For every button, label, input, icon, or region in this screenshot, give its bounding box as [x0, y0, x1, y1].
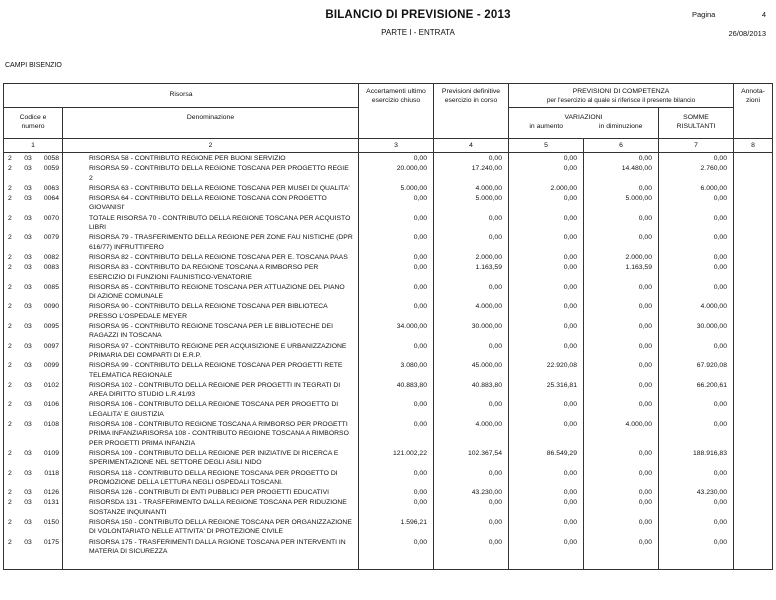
- cell-denominazione: RISORSDA 131 - TRASFERIMENTO DALLA REGIONE TOSCANA PER RIDUZIONE SOSTANZE INQUINANTI: [63, 497, 359, 517]
- cell-annotazioni: [734, 153, 772, 163]
- codice-risorsa: 0106: [43, 401, 59, 409]
- codice-categoria: 03: [24, 362, 32, 370]
- cell-annotazioni: [734, 341, 772, 361]
- cell-variazioni-diminuzione: 0,00: [584, 468, 659, 488]
- cell-previsioni: 102.367,54: [434, 448, 509, 468]
- document-date: 26/08/2013: [728, 29, 766, 38]
- codice-titolo: 2: [8, 283, 12, 291]
- cell-annotazioni: [734, 321, 772, 341]
- cell-codice: [4, 252, 63, 262]
- codice-titolo: 2: [8, 155, 12, 162]
- codice-categoria: 03: [24, 283, 32, 291]
- cell-codice: [4, 517, 63, 537]
- cell-codice: [4, 262, 63, 282]
- cell-codice: [4, 468, 63, 488]
- cell-variazioni-aumento: 0,00: [509, 163, 584, 183]
- cell-denominazione: RISORSA 150 - CONTRIBUTO DELLA REGIONE TOSCANA PER ORGANIZZAZIONE DI VOLONTARIATO NELLE ATTIVITA' DI PROTEZIONE CIVILE: [63, 517, 359, 537]
- header-in-aumento: in aumento: [529, 123, 564, 130]
- cell-accertamenti: 0,00: [359, 252, 434, 262]
- table-filler-cell: [659, 556, 734, 569]
- cell-accertamenti: 0,00: [359, 419, 434, 448]
- page-title: BILANCIO DI PREVISIONE - 2013: [325, 9, 511, 21]
- codice-risorsa: 0097: [43, 342, 59, 350]
- cell-variazioni-aumento: 0,00: [509, 419, 584, 448]
- cell-variazioni-aumento: 0,00: [509, 537, 584, 557]
- cell-variazioni-aumento: 0,00: [509, 262, 584, 282]
- cell-annotazioni: [734, 301, 772, 321]
- cell-previsioni: 17.240,00: [434, 163, 509, 183]
- column-number: 7: [659, 138, 734, 153]
- cell-accertamenti: 1.596,21: [359, 517, 434, 537]
- cell-denominazione: RISORSA 59 - CONTRIBUTO DELLA REGIONE TOSCANA PER PROGETTO REGIE 2: [63, 163, 359, 183]
- codice-risorsa: 0079: [43, 234, 59, 242]
- codice-titolo: 2: [8, 165, 12, 173]
- codice-risorsa: 0109: [43, 449, 59, 457]
- cell-somme-risultanti: 67.920,08: [659, 360, 734, 380]
- cell-denominazione: RISORSA 83 - CONTRIBUTO DA REGIONE TOSCANA A RIMBORSO PER ESERCIZIO DI FUNZIONI FAUNISTICO-VENATORIE: [63, 262, 359, 282]
- codice-risorsa: 0131: [43, 499, 59, 507]
- cell-somme-risultanti: 43.230,00: [659, 487, 734, 497]
- codice-titolo: 2: [8, 253, 12, 261]
- codice-titolo: 2: [8, 234, 12, 242]
- cell-variazioni-diminuzione: 0,00: [584, 183, 659, 193]
- cell-previsioni: 30.000,00: [434, 321, 509, 341]
- cell-somme-risultanti: 0,00: [659, 232, 734, 252]
- cell-accertamenti: 0,00: [359, 487, 434, 497]
- codice-categoria: 03: [24, 155, 32, 162]
- cell-variazioni-diminuzione: 4.000,00: [584, 419, 659, 448]
- cell-previsioni: 0,00: [434, 399, 509, 419]
- codice-titolo: 2: [8, 421, 12, 429]
- cell-variazioni-diminuzione: 0,00: [584, 517, 659, 537]
- cell-variazioni-diminuzione: 0,00: [584, 448, 659, 468]
- codice-risorsa: 0083: [43, 264, 59, 272]
- header-annotazioni: Annota- zioni: [741, 88, 765, 104]
- codice-risorsa: 0063: [43, 184, 59, 192]
- cell-previsioni: 0,00: [434, 153, 509, 163]
- cell-annotazioni: [734, 360, 772, 380]
- codice-titolo: 2: [8, 342, 12, 350]
- column-number: 5: [509, 138, 584, 153]
- cell-variazioni-aumento: 0,00: [509, 399, 584, 419]
- cell-somme-risultanti: 0,00: [659, 399, 734, 419]
- cell-codice: [4, 399, 63, 419]
- codice-risorsa: 0064: [43, 195, 59, 203]
- codice-risorsa: 0070: [43, 214, 59, 222]
- header-in-diminuzione: in diminuzione: [599, 123, 643, 130]
- cell-previsioni: 5.000,00: [434, 193, 509, 213]
- cell-variazioni-diminuzione: 14.480,00: [584, 163, 659, 183]
- codice-risorsa: 0118: [44, 469, 59, 477]
- header-codice-numero: Codice e numero: [4, 108, 63, 138]
- codice-categoria: 03: [24, 469, 32, 477]
- cell-variazioni-aumento: 0,00: [509, 321, 584, 341]
- cell-codice: [4, 232, 63, 252]
- cell-variazioni-diminuzione: 0,00: [584, 399, 659, 419]
- header-denominazione: Denominazione: [63, 108, 359, 138]
- codice-risorsa: 0175: [43, 538, 59, 546]
- cell-variazioni-aumento: 0,00: [509, 517, 584, 537]
- cell-previsioni: 1.163,59: [434, 262, 509, 282]
- codice-categoria: 03: [24, 303, 32, 311]
- codice-risorsa: 0099: [43, 362, 59, 370]
- cell-accertamenti: 0,00: [359, 497, 434, 517]
- cell-previsioni: 4.000,00: [434, 183, 509, 193]
- cell-annotazioni: [734, 448, 772, 468]
- codice-categoria: 03: [24, 381, 32, 389]
- codice-titolo: 2: [8, 323, 12, 331]
- cell-variazioni-aumento: 0,00: [509, 301, 584, 321]
- cell-codice: [4, 448, 63, 468]
- table-filler-cell: [584, 556, 659, 569]
- cell-denominazione: RISORSA 126 - CONTRIBUTI DI ENTI PUBBLICI PER PROGETTI EDUCATIVI: [63, 487, 359, 497]
- cell-variazioni-diminuzione: 5.000,00: [584, 193, 659, 213]
- column-number: 6: [584, 138, 659, 153]
- cell-annotazioni: [734, 232, 772, 252]
- cell-accertamenti: 0,00: [359, 282, 434, 302]
- cell-codice: [4, 153, 63, 163]
- cell-denominazione: RISORSA 118 - CONTRIBUTO DELLA REGIONE TOSCANA PER PROGETTO DI PROMOZIONE DELLA LETTURA NEGLI OSPEDALI TOSCANI.: [63, 468, 359, 488]
- codice-categoria: 03: [24, 499, 32, 507]
- cell-denominazione: RISORSA 97 - CONTRIBUTO REGIONE PER ACQUISIZIONE E URBANIZZAZIONE PRIMARIA DEI COMPARTI DI E.R.P.: [63, 341, 359, 361]
- cell-denominazione: RISORSA 82 - CONTRIBUTO DELLA REGIONE TOSCANA PER E. TOSCANA PAAS: [63, 252, 359, 262]
- codice-categoria: 03: [24, 195, 32, 203]
- codice-categoria: 03: [24, 401, 32, 409]
- header-competenza-line1: PREVISIONI DI COMPETENZA: [572, 88, 670, 95]
- cell-accertamenti: 20.000,00: [359, 163, 434, 183]
- cell-variazioni-diminuzione: 2.000,00: [584, 252, 659, 262]
- codice-titolo: 2: [8, 518, 12, 526]
- cell-somme-risultanti: 0,00: [659, 282, 734, 302]
- cell-annotazioni: [734, 193, 772, 213]
- cell-variazioni-aumento: 0,00: [509, 487, 584, 497]
- cell-variazioni-aumento: 2.000,00: [509, 183, 584, 193]
- cell-denominazione: RISORSA 106 - CONTRIBUTO DELLA REGIONE TOSCANA PER PROGETTO DI LEGALITA' E GIUSTIZIA: [63, 399, 359, 419]
- cell-denominazione: RISORSA 175 - TRASFERIMENTI DALLA RGIONE TOSCANA PER INTERVENTI IN MATERIA DI SICUREZZA: [63, 537, 359, 557]
- cell-accertamenti: 0,00: [359, 262, 434, 282]
- cell-variazioni-diminuzione: 0,00: [584, 360, 659, 380]
- codice-titolo: 2: [8, 381, 12, 389]
- cell-somme-risultanti: 0,00: [659, 193, 734, 213]
- codice-titolo: 2: [8, 264, 12, 272]
- cell-codice: [4, 213, 63, 233]
- table-filler-cell: [4, 556, 63, 569]
- column-number: 1: [4, 138, 63, 153]
- cell-somme-risultanti: 2.760,00: [659, 163, 734, 183]
- cell-accertamenti: 0,00: [359, 468, 434, 488]
- cell-variazioni-diminuzione: 0,00: [584, 380, 659, 400]
- cell-annotazioni: [734, 497, 772, 517]
- codice-categoria: 03: [24, 234, 32, 242]
- cell-variazioni-aumento: 0,00: [509, 193, 584, 213]
- cell-somme-risultanti: 0,00: [659, 517, 734, 537]
- cell-annotazioni: [734, 487, 772, 497]
- cell-variazioni-aumento: 0,00: [509, 213, 584, 233]
- cell-previsioni: 0,00: [434, 468, 509, 488]
- header-variazioni-label: VARIAZIONI: [564, 114, 603, 122]
- cell-previsioni: 4.000,00: [434, 301, 509, 321]
- cell-variazioni-aumento: 25.316,81: [509, 380, 584, 400]
- cell-denominazione: RISORSA 108 - CONTRIBUTO REGIONE TOSCANA A RIMBORSO PER PROGETTI PRIMA INFANZIARISORSA 108 - CONTRIBUTO REGIONE TOSCANA A RIMBORSO PER PROGETTI PRIMA INFANZIA: [63, 419, 359, 448]
- cell-codice: [4, 487, 63, 497]
- cell-variazioni-diminuzione: 1.163,59: [584, 262, 659, 282]
- cell-somme-risultanti: 188.916,83: [659, 448, 734, 468]
- header-accertamenti: Accertamenti ultimo esercizio chiuso: [359, 84, 434, 138]
- codice-categoria: 03: [24, 342, 32, 350]
- codice-risorsa: 0126: [43, 489, 59, 497]
- cell-annotazioni: [734, 380, 772, 400]
- cell-annotazioni: [734, 252, 772, 262]
- cell-variazioni-diminuzione: 0,00: [584, 282, 659, 302]
- codice-titolo: 2: [8, 184, 12, 192]
- table-filler-cell: [434, 556, 509, 569]
- codice-titolo: 2: [8, 362, 12, 370]
- codice-risorsa: 0090: [43, 303, 59, 311]
- codice-risorsa: 0150: [43, 518, 59, 526]
- codice-risorsa: 0059: [43, 165, 59, 173]
- cell-variazioni-aumento: 0,00: [509, 153, 584, 163]
- cell-codice: [4, 419, 63, 448]
- header-variazioni: [509, 108, 659, 138]
- cell-somme-risultanti: 0,00: [659, 213, 734, 233]
- cell-denominazione: RISORSA 79 - TRASFERIMENTO DELLA REGIONE PER ZONE FAU NISTICHE (DPR 616/77) INFRUTTIFERO: [63, 232, 359, 252]
- cell-codice: [4, 341, 63, 361]
- cell-somme-risultanti: 0,00: [659, 341, 734, 361]
- cell-variazioni-diminuzione: 0,00: [584, 487, 659, 497]
- table-filler-cell: [509, 556, 584, 569]
- page-number: 4: [761, 10, 766, 19]
- cell-denominazione: RISORSA 99 - CONTRIBUTO DELLA REGIONE TOSCANA PER PROGETTI RETE TELEMATICA REGIONALE: [63, 360, 359, 380]
- cell-variazioni-diminuzione: 0,00: [584, 537, 659, 557]
- column-number: 4: [434, 138, 509, 153]
- cell-previsioni: 0,00: [434, 232, 509, 252]
- codice-risorsa: 0102: [43, 381, 59, 389]
- cell-somme-risultanti: 66.200,61: [659, 380, 734, 400]
- codice-categoria: 03: [24, 323, 32, 331]
- cell-variazioni-aumento: 0,00: [509, 497, 584, 517]
- header-competenza-line2: per l'esercizio al quale si riferisce il presente bilancio: [546, 96, 696, 104]
- codice-risorsa: 0108: [43, 421, 59, 429]
- cell-variazioni-diminuzione: 0,00: [584, 301, 659, 321]
- cell-codice: [4, 282, 63, 302]
- cell-denominazione: RISORSA 95 - CONTRIBUTO REGIONE TOSCANA PER LE BIBLIOTECHE DEI RAGAZZI IN TOSCANA: [63, 321, 359, 341]
- entity-name: CAMPI BISENZIO: [5, 62, 62, 69]
- cell-variazioni-diminuzione: 0,00: [584, 497, 659, 517]
- cell-somme-risultanti: 0,00: [659, 252, 734, 262]
- codice-categoria: 03: [24, 489, 32, 497]
- cell-accertamenti: 0,00: [359, 213, 434, 233]
- cell-variazioni-aumento: 0,00: [509, 468, 584, 488]
- cell-variazioni-diminuzione: 0,00: [584, 341, 659, 361]
- header-previsioni: Previsioni definitive esercizio in corso: [434, 84, 509, 138]
- codice-titolo: 2: [8, 489, 12, 497]
- cell-somme-risultanti: 4.000,00: [659, 301, 734, 321]
- cell-annotazioni: [734, 419, 772, 448]
- codice-titolo: 2: [8, 449, 12, 457]
- cell-variazioni-diminuzione: 0,00: [584, 153, 659, 163]
- cell-annotazioni: [734, 262, 772, 282]
- cell-previsioni: 0,00: [434, 517, 509, 537]
- cell-accertamenti: 34.000,00: [359, 321, 434, 341]
- table-filler-cell: [359, 556, 434, 569]
- codice-risorsa: 0085: [43, 283, 59, 291]
- cell-variazioni-diminuzione: 0,00: [584, 232, 659, 252]
- codice-categoria: 03: [24, 214, 32, 222]
- cell-accertamenti: 5.000,00: [359, 183, 434, 193]
- codice-titolo: 2: [8, 499, 12, 507]
- cell-denominazione: RISORSA 85 - CONTRIBUTO REGIONE TOSCANA PER ATTUAZIONE DEL PIANO DI AZIONE COMUNALE: [63, 282, 359, 302]
- codice-risorsa: 0058: [43, 155, 59, 162]
- header-somme-risultanti: SOMME RISULTANTI: [659, 108, 734, 138]
- cell-accertamenti: 0,00: [359, 399, 434, 419]
- cell-denominazione: RISORSA 102 - CONTRIBUTO DELLA REGIONE PER PROGETTI IN TEGRATI DI AREA DIRITTO STUDIO L.R.41/93: [63, 380, 359, 400]
- cell-denominazione: RISORSA 63 - CONTRIBUTO DELLA REGIONE TOSCANA PER MUSEI DI QUALITA': [63, 183, 359, 193]
- cell-variazioni-aumento: 22.920,08: [509, 360, 584, 380]
- cell-variazioni-aumento: 0,00: [509, 252, 584, 262]
- codice-titolo: 2: [8, 214, 12, 222]
- cell-codice: [4, 380, 63, 400]
- cell-variazioni-aumento: 0,00: [509, 282, 584, 302]
- cell-variazioni-aumento: 86.549,29: [509, 448, 584, 468]
- cell-codice: [4, 360, 63, 380]
- page-subtitle: PARTE I - ENTRATA: [381, 28, 455, 37]
- codice-categoria: 03: [24, 264, 32, 272]
- cell-codice: [4, 301, 63, 321]
- cell-somme-risultanti: 0,00: [659, 419, 734, 448]
- cell-accertamenti: 0,00: [359, 301, 434, 321]
- cell-variazioni-aumento: 0,00: [509, 232, 584, 252]
- cell-accertamenti: 40.883,80: [359, 380, 434, 400]
- cell-somme-risultanti: 0,00: [659, 153, 734, 163]
- codice-categoria: 03: [24, 184, 32, 192]
- cell-denominazione: TOTALE RISORSA 70 - CONTRIBUTO DELLA REGIONE TOSCANA PER ACQUISTO LIBRI: [63, 213, 359, 233]
- codice-titolo: 2: [8, 303, 12, 311]
- cell-variazioni-diminuzione: 0,00: [584, 321, 659, 341]
- cell-somme-risultanti: 30.000,00: [659, 321, 734, 341]
- cell-previsioni: 45.000,00: [434, 360, 509, 380]
- table-filler-cell: [63, 556, 359, 569]
- cell-somme-risultanti: 0,00: [659, 497, 734, 517]
- cell-previsioni: 0,00: [434, 341, 509, 361]
- codice-risorsa: 0082: [43, 253, 59, 261]
- cell-codice: [4, 163, 63, 183]
- cell-somme-risultanti: 0,00: [659, 537, 734, 557]
- codice-categoria: 03: [24, 253, 32, 261]
- codice-titolo: 2: [8, 401, 12, 409]
- cell-accertamenti: 0,00: [359, 153, 434, 163]
- cell-annotazioni: [734, 163, 772, 183]
- cell-previsioni: 43.230,00: [434, 487, 509, 497]
- codice-titolo: 2: [8, 538, 12, 546]
- cell-previsioni: 0,00: [434, 282, 509, 302]
- cell-previsioni: 0,00: [434, 497, 509, 517]
- header-previsioni-competenza: [509, 84, 734, 108]
- cell-previsioni: 4.000,00: [434, 419, 509, 448]
- cell-annotazioni: [734, 282, 772, 302]
- cell-somme-risultanti: 0,00: [659, 468, 734, 488]
- cell-annotazioni: [734, 399, 772, 419]
- codice-titolo: 2: [8, 195, 12, 203]
- cell-variazioni-aumento: 0,00: [509, 341, 584, 361]
- cell-somme-risultanti: 0,00: [659, 262, 734, 282]
- cell-codice: [4, 537, 63, 557]
- cell-denominazione: RISORSA 58 - CONTRIBUTO REGIONE PER BUONI SERVIZIO: [63, 153, 359, 163]
- cell-denominazione: RISORSA 90 - CONTRIBUTO DELLA REGIONE TOSCANA PER BIBLIOTECA PRESSO L'OSPEDALE MEYER: [63, 301, 359, 321]
- column-number: 3: [359, 138, 434, 153]
- cell-annotazioni: [734, 213, 772, 233]
- header-risorsa: Risorsa: [4, 84, 359, 108]
- cell-previsioni: 40.883,80: [434, 380, 509, 400]
- cell-annotazioni: [734, 537, 772, 557]
- cell-accertamenti: 0,00: [359, 341, 434, 361]
- codice-categoria: 03: [24, 518, 32, 526]
- cell-denominazione: RISORSA 64 - CONTRIBUTO DELLA REGIONE TOSCANA CON PROGETTO GIOVANISI': [63, 193, 359, 213]
- cell-accertamenti: 3.080,00: [359, 360, 434, 380]
- cell-codice: [4, 183, 63, 193]
- cell-previsioni: 0,00: [434, 537, 509, 557]
- codice-categoria: 03: [24, 449, 32, 457]
- cell-somme-risultanti: 6.000,00: [659, 183, 734, 193]
- codice-titolo: 2: [8, 469, 12, 477]
- cell-annotazioni: [734, 517, 772, 537]
- cell-denominazione: RISORSA 109 - CONTRIBUTO DELLA REGIONE PER INIZIATIVE DI RICERCA E SPERIMENTAZIONE NEL SETTORE DEGLI ASILI NIDO: [63, 448, 359, 468]
- cell-previsioni: 0,00: [434, 213, 509, 233]
- cell-annotazioni: [734, 183, 772, 193]
- cell-codice: [4, 321, 63, 341]
- codice-risorsa: 0095: [43, 323, 59, 331]
- codice-categoria: 03: [24, 538, 32, 546]
- cell-accertamenti: 0,00: [359, 232, 434, 252]
- codice-categoria: 03: [24, 165, 32, 173]
- cell-accertamenti: 121.002,22: [359, 448, 434, 468]
- cell-variazioni-diminuzione: 0,00: [584, 213, 659, 233]
- table-filler-cell: [734, 556, 772, 569]
- cell-annotazioni: [734, 468, 772, 488]
- cell-previsioni: 2.000,00: [434, 252, 509, 262]
- column-number: 2: [63, 138, 359, 153]
- codice-categoria: 03: [24, 421, 32, 429]
- column-number: 8: [734, 138, 772, 153]
- cell-codice: [4, 193, 63, 213]
- cell-codice: [4, 497, 63, 517]
- cell-accertamenti: 0,00: [359, 193, 434, 213]
- budget-table: [3, 83, 773, 570]
- page-label: Pagina: [692, 10, 716, 19]
- cell-accertamenti: 0,00: [359, 537, 434, 557]
